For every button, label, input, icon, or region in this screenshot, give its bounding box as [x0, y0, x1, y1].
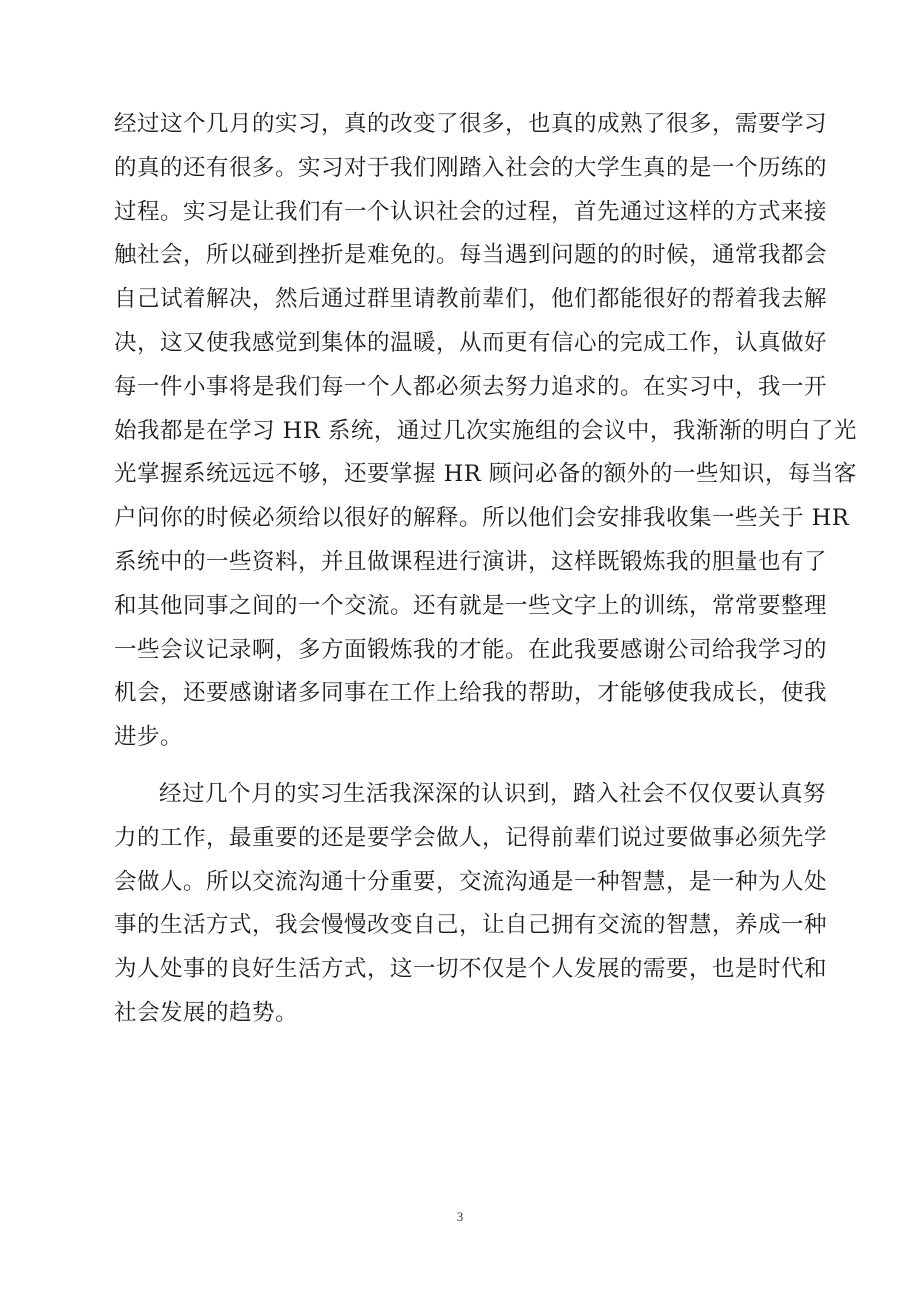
text-line: 经过这个几月的实习，真的改变了很多，也真的成熟了很多，需要学习 — [114, 111, 828, 137]
text-line: 自己试着解决，然后通过群里请教前辈们，他们都能很好的帮着我去解 — [114, 286, 828, 313]
text-line: 始我都是在学习 HR 系统，通过几次实施组的会议中，我渐渐的明白了光 — [114, 417, 857, 444]
body-text — [114, 103, 857, 1036]
text-line: 社会发展的趋势。 — [114, 999, 299, 1026]
text-line: 每一件小事将是我们每一个人都必须去努力追求的。在实习中，我一开 — [114, 373, 828, 400]
text-line: 户问你的时候必须给以很好的解释。所以他们会安排我收集一些关于 HR — [114, 505, 850, 532]
text-line: 进步。 — [114, 724, 184, 751]
page-number: 3 — [456, 1209, 464, 1224]
text-line: 光掌握系统远远不够，还要掌握 HR 顾问必备的额外的一些知识，每当客 — [114, 461, 857, 488]
text-line: 事的生活方式，我会慢慢改变自己，让自己拥有交流的智慧，养成一种 — [114, 912, 828, 939]
paragraph-2 — [114, 773, 828, 1036]
paragraph-spacer — [114, 760, 806, 773]
text-line: 过程。实习是让我们有一个认识社会的过程，首先通过这样的方式来接 — [114, 198, 828, 225]
text-line: 触社会，所以碰到挫折是难免的。每当遇到问题的的时候，通常我都会 — [114, 242, 828, 269]
text-line: 的真的还有很多。实习对于我们刚踏入社会的大学生真的是一个历练的 — [114, 154, 828, 181]
text-line: 系统中的一些资料，并且做课程进行演讲，这样既锻炼我的胆量也有了 — [114, 548, 828, 575]
paragraph-1 — [114, 103, 857, 760]
text-line: 经过几个月的实习生活我深深的认识到，踏入社会不仅仅要认真努 — [159, 780, 827, 807]
text-line: 会做人。所以交流沟通十分重要，交流沟通是一种智慧，是一种为人处 — [114, 868, 828, 895]
text-line: 决，这又使我感觉到集体的温暖，从而更有信心的完成工作，认真做好 — [114, 329, 828, 356]
text-line: 力的工作，最重要的还是要学会做人，记得前辈们说过要做事必须先学 — [114, 824, 828, 851]
text-line: 一些会议记录啊，多方面锻炼我的才能。在此我要感谢公司给我学习的 — [114, 636, 828, 663]
text-line: 为人处事的良好生活方式，这一切不仅是个人发展的需要，也是时代和 — [114, 956, 828, 983]
text-line: 和其他同事之间的一个交流。还有就是一些文字上的训练，常常要整理 — [114, 592, 828, 619]
text-line: 机会，还要感谢诸多同事在工作上给我的帮助，才能够使我成长，使我 — [114, 680, 828, 707]
